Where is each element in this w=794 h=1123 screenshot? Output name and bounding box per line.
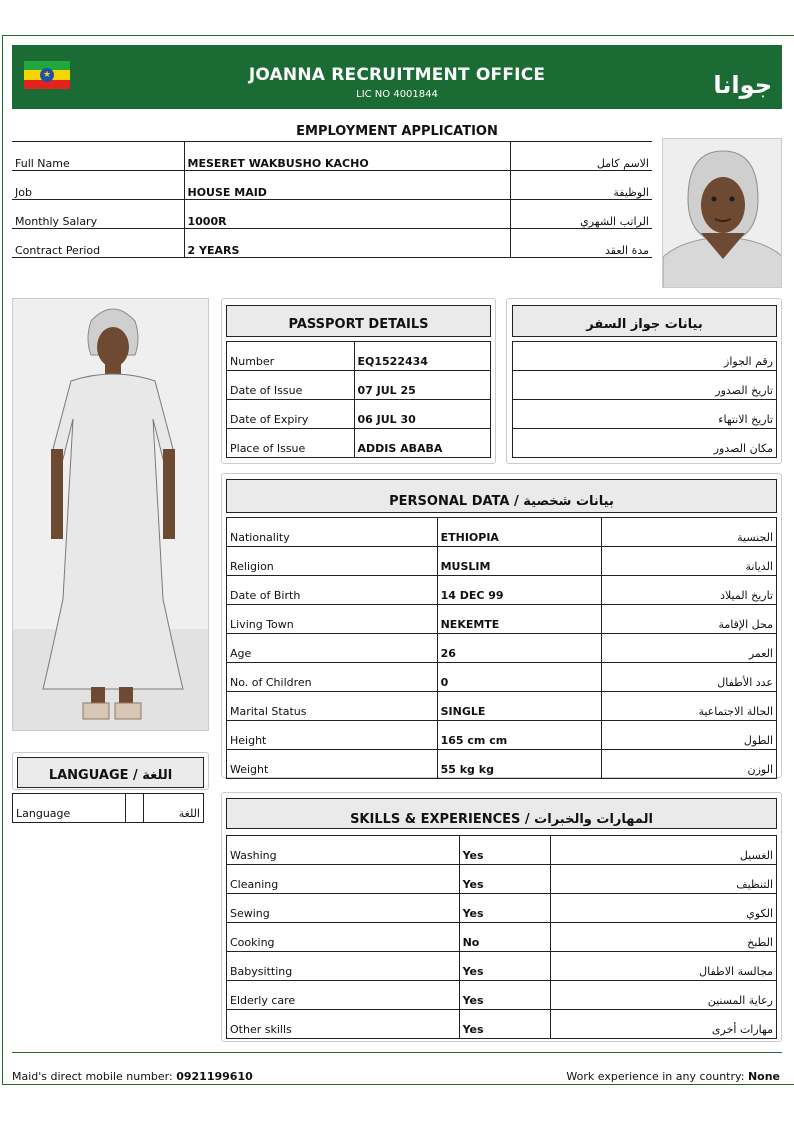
passport-title: PASSPORT DETAILS xyxy=(226,305,491,337)
passport-title-arabic: بيانات جواز السفر xyxy=(512,305,777,337)
field-value: EQ1522434 xyxy=(354,342,491,371)
table-row xyxy=(12,171,652,200)
field-value: 26 xyxy=(437,634,602,663)
skill-label: Other skills xyxy=(227,1010,460,1039)
skill-value: No xyxy=(459,923,551,952)
skill-value: Yes xyxy=(459,894,551,923)
field-value: 06 JUL 30 xyxy=(354,400,491,429)
field-label-arabic: الحالة الاجتماعية xyxy=(602,692,777,721)
language-title: LANGUAGE / اللغة xyxy=(17,757,204,788)
table-row xyxy=(227,952,777,981)
field-label-arabic: العمر xyxy=(602,634,777,663)
field-label-arabic: رقم الجواز xyxy=(513,342,777,371)
field-label-arabic: محل الإقامة xyxy=(602,605,777,634)
field-label-arabic: الطول xyxy=(602,721,777,750)
field-value: ADDIS ABABA xyxy=(354,429,491,458)
field-label-arabic: مدة العقد xyxy=(510,229,652,258)
table-row xyxy=(227,663,777,692)
footer-divider xyxy=(12,1052,782,1053)
skill-label: Sewing xyxy=(227,894,460,923)
table-row xyxy=(227,547,777,576)
table-row xyxy=(12,142,652,171)
field-label-arabic: الجنسية xyxy=(602,518,777,547)
field-label: Marital Status xyxy=(227,692,438,721)
field-label: Living Town xyxy=(227,605,438,634)
field-label: Nationality xyxy=(227,518,438,547)
skill-label: Elderly care xyxy=(227,981,460,1010)
field-value: 1000R xyxy=(184,200,510,229)
language-label: Language xyxy=(13,794,126,823)
table-row xyxy=(227,400,491,429)
table-row xyxy=(513,371,777,400)
field-value: ETHIOPIA xyxy=(437,518,602,547)
portrait-photo xyxy=(662,138,782,288)
passport-arabic-table xyxy=(512,341,777,458)
field-label: Age xyxy=(227,634,438,663)
ethiopia-flag-icon: ★ xyxy=(24,61,70,89)
table-row xyxy=(513,429,777,458)
table-row xyxy=(227,750,777,779)
skill-label: Washing xyxy=(227,836,460,865)
field-value: 07 JUL 25 xyxy=(354,371,491,400)
table-row xyxy=(227,1010,777,1039)
table-row xyxy=(227,836,777,865)
field-label-arabic: تاريخ الانتهاء xyxy=(513,400,777,429)
personal-data-table xyxy=(226,517,777,779)
field-label: Monthly Salary xyxy=(12,200,184,229)
field-value: 2 YEARS xyxy=(184,229,510,258)
language-value xyxy=(126,794,144,823)
field-value: NEKEMTE xyxy=(437,605,602,634)
license-number: LIC NO 4001844 xyxy=(356,89,438,100)
table-row xyxy=(227,429,491,458)
table-row xyxy=(227,518,777,547)
field-label: Date of Birth xyxy=(227,576,438,605)
field-label-arabic: الديانة xyxy=(602,547,777,576)
field-label-arabic: تاريخ الصدور xyxy=(513,371,777,400)
skill-label: Cooking xyxy=(227,923,460,952)
table-row xyxy=(227,342,491,371)
field-label: Full Name xyxy=(12,142,184,171)
experience-label: Work experience in any country: xyxy=(566,1070,745,1083)
table-row xyxy=(227,721,777,750)
passport-table xyxy=(226,341,491,458)
field-label: Height xyxy=(227,721,438,750)
field-value: 55 kg kg xyxy=(437,750,602,779)
personal-data-title: PERSONAL DATA / بيانات شخصية xyxy=(226,479,777,513)
skill-value: Yes xyxy=(459,865,551,894)
field-label: Weight xyxy=(227,750,438,779)
table-row xyxy=(227,371,491,400)
mobile-value: 0921199610 xyxy=(176,1070,253,1083)
skill-label-arabic: الطبخ xyxy=(551,923,777,952)
skill-value: Yes xyxy=(459,952,551,981)
field-label-arabic: الاسم كامل xyxy=(510,142,652,171)
skill-value: Yes xyxy=(459,1010,551,1039)
mobile-label: Maid's direct mobile number: xyxy=(12,1070,173,1083)
skill-label: Babysitting xyxy=(227,952,460,981)
field-label: Place of Issue xyxy=(227,429,355,458)
table-row xyxy=(513,342,777,371)
skill-label-arabic: الكوي xyxy=(551,894,777,923)
skill-label-arabic: التنظيف xyxy=(551,865,777,894)
skill-value: Yes xyxy=(459,836,551,865)
table-row xyxy=(227,634,777,663)
work-experience-line xyxy=(566,1070,780,1083)
field-value: 0 xyxy=(437,663,602,692)
table-row xyxy=(227,894,777,923)
table-row xyxy=(227,692,777,721)
office-arabic-name: جوانا xyxy=(713,71,772,99)
skill-label-arabic: مهارات أخرى xyxy=(551,1010,777,1039)
mobile-number-line xyxy=(12,1070,253,1083)
skill-value: Yes xyxy=(459,981,551,1010)
skills-title: SKILLS & EXPERIENCES / المهارات والخبرات xyxy=(226,798,777,829)
field-label: Number xyxy=(227,342,355,371)
field-value: 165 cm cm xyxy=(437,721,602,750)
skill-label-arabic: رعاية المسنين xyxy=(551,981,777,1010)
table-row xyxy=(227,865,777,894)
table-row xyxy=(227,923,777,952)
field-label-arabic: الوظيفة xyxy=(510,171,652,200)
field-label-arabic: الراتب الشهري xyxy=(510,200,652,229)
language-table xyxy=(12,793,204,823)
field-value: HOUSE MAID xyxy=(184,171,510,200)
language-label-arabic: اللغة xyxy=(144,794,204,823)
table-row xyxy=(513,400,777,429)
field-value: SINGLE xyxy=(437,692,602,721)
office-title: JOANNA RECRUITMENT OFFICE xyxy=(248,65,546,85)
field-label: Job xyxy=(12,171,184,200)
table-row xyxy=(12,200,652,229)
field-label-arabic: عدد الأطفال xyxy=(602,663,777,692)
full-body-photo xyxy=(12,298,209,731)
skills-table xyxy=(226,835,777,1039)
field-label: No. of Children xyxy=(227,663,438,692)
field-label: Contract Period xyxy=(12,229,184,258)
field-label-arabic: مكان الصدور xyxy=(513,429,777,458)
application-title: EMPLOYMENT APPLICATION xyxy=(296,124,498,139)
field-label: Date of Expiry xyxy=(227,400,355,429)
table-row xyxy=(227,981,777,1010)
experience-value: None xyxy=(747,1070,780,1083)
skill-label-arabic: الغسيل xyxy=(551,836,777,865)
employment-table xyxy=(12,141,652,258)
skill-label-arabic: مجالسة الاطفال xyxy=(551,952,777,981)
field-value: 14 DEC 99 xyxy=(437,576,602,605)
table-row xyxy=(12,229,652,258)
table-row xyxy=(227,576,777,605)
field-value: MUSLIM xyxy=(437,547,602,576)
field-label-arabic: تاريخ الميلاد xyxy=(602,576,777,605)
field-label-arabic: الوزن xyxy=(602,750,777,779)
field-label: Date of Issue xyxy=(227,371,355,400)
table-row xyxy=(227,605,777,634)
header-banner xyxy=(12,45,782,109)
field-value: MESERET WAKBUSHO KACHO xyxy=(184,142,510,171)
skill-label: Cleaning xyxy=(227,865,460,894)
field-label: Religion xyxy=(227,547,438,576)
table-row xyxy=(13,794,204,823)
